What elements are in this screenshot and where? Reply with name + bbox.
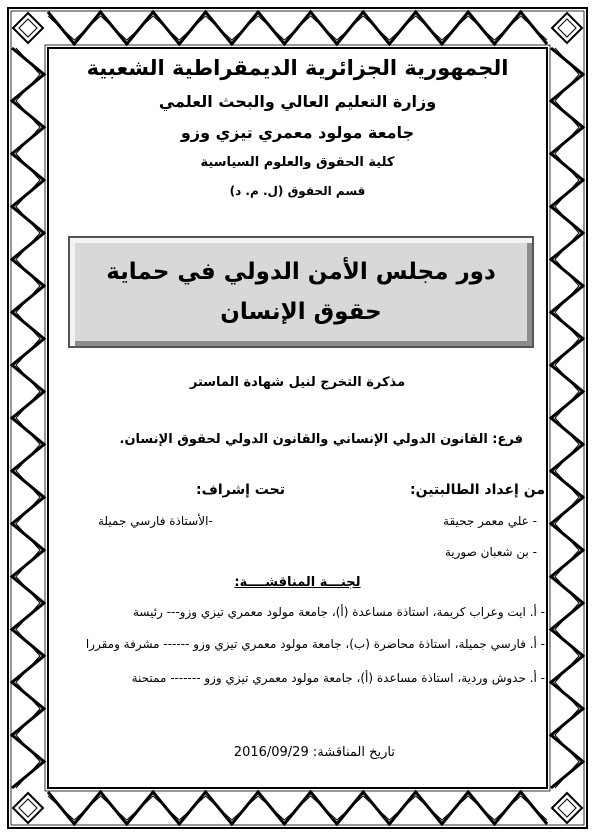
jury-member: - أ. حدوش وردية، استاذة مساعدة (أ)، جامعة مولود معمري تيزي وزو ------- ممتحنة	[131, 671, 545, 685]
students-heading: من إعداد الطالبتين:	[410, 482, 545, 498]
branch-label: فرع: القانون الدولي الإنساني والقانون الدولي لحقوق الإنسان.	[119, 432, 523, 447]
republic-name: الجمهورية الجزائرية الديمقراطية الشعبية	[86, 56, 509, 80]
jury-member: - أ. ايت وعراب كريمة، استاذة مساعدة (أ)، جامعة مولود معمري تيزي وزو--- رئيسة	[132, 605, 545, 619]
department-name: قسم الحقوق (ل. م. د)	[229, 184, 366, 198]
student-name: - علي معمر جحيقة	[443, 514, 537, 528]
defense-date: تاريخ المناقشة: 2016/09/29	[233, 745, 395, 760]
memo-purpose: مذكرة التخرج لنيل شهادة الماستر	[189, 375, 406, 390]
university-name: جامعة مولود معمري تيزي وزو	[180, 123, 415, 142]
faculty-name: كلية الحقوق والعلوم السياسية	[200, 155, 395, 170]
ministry-name: وزارة التعليم العالي والبحث العلمي	[158, 92, 437, 111]
supervisor-heading: تحت إشراف:	[196, 482, 285, 498]
jury-heading: لجنـــة المناقشــــة:	[234, 575, 361, 590]
jury-member: - أ. فارسي جميلة، استاذة محاضرة (ب)، جامعة مولود معمري تيزي وزو ------ مشرفة ومقررا	[85, 637, 545, 651]
student-name: - بن شعبان صورية	[444, 545, 537, 559]
thesis-title: دور مجلس الأمن الدولي في حماية حقوق الإنسان	[68, 236, 534, 348]
supervisor-name: -الأستاذة فارسي جميلة	[98, 514, 213, 528]
